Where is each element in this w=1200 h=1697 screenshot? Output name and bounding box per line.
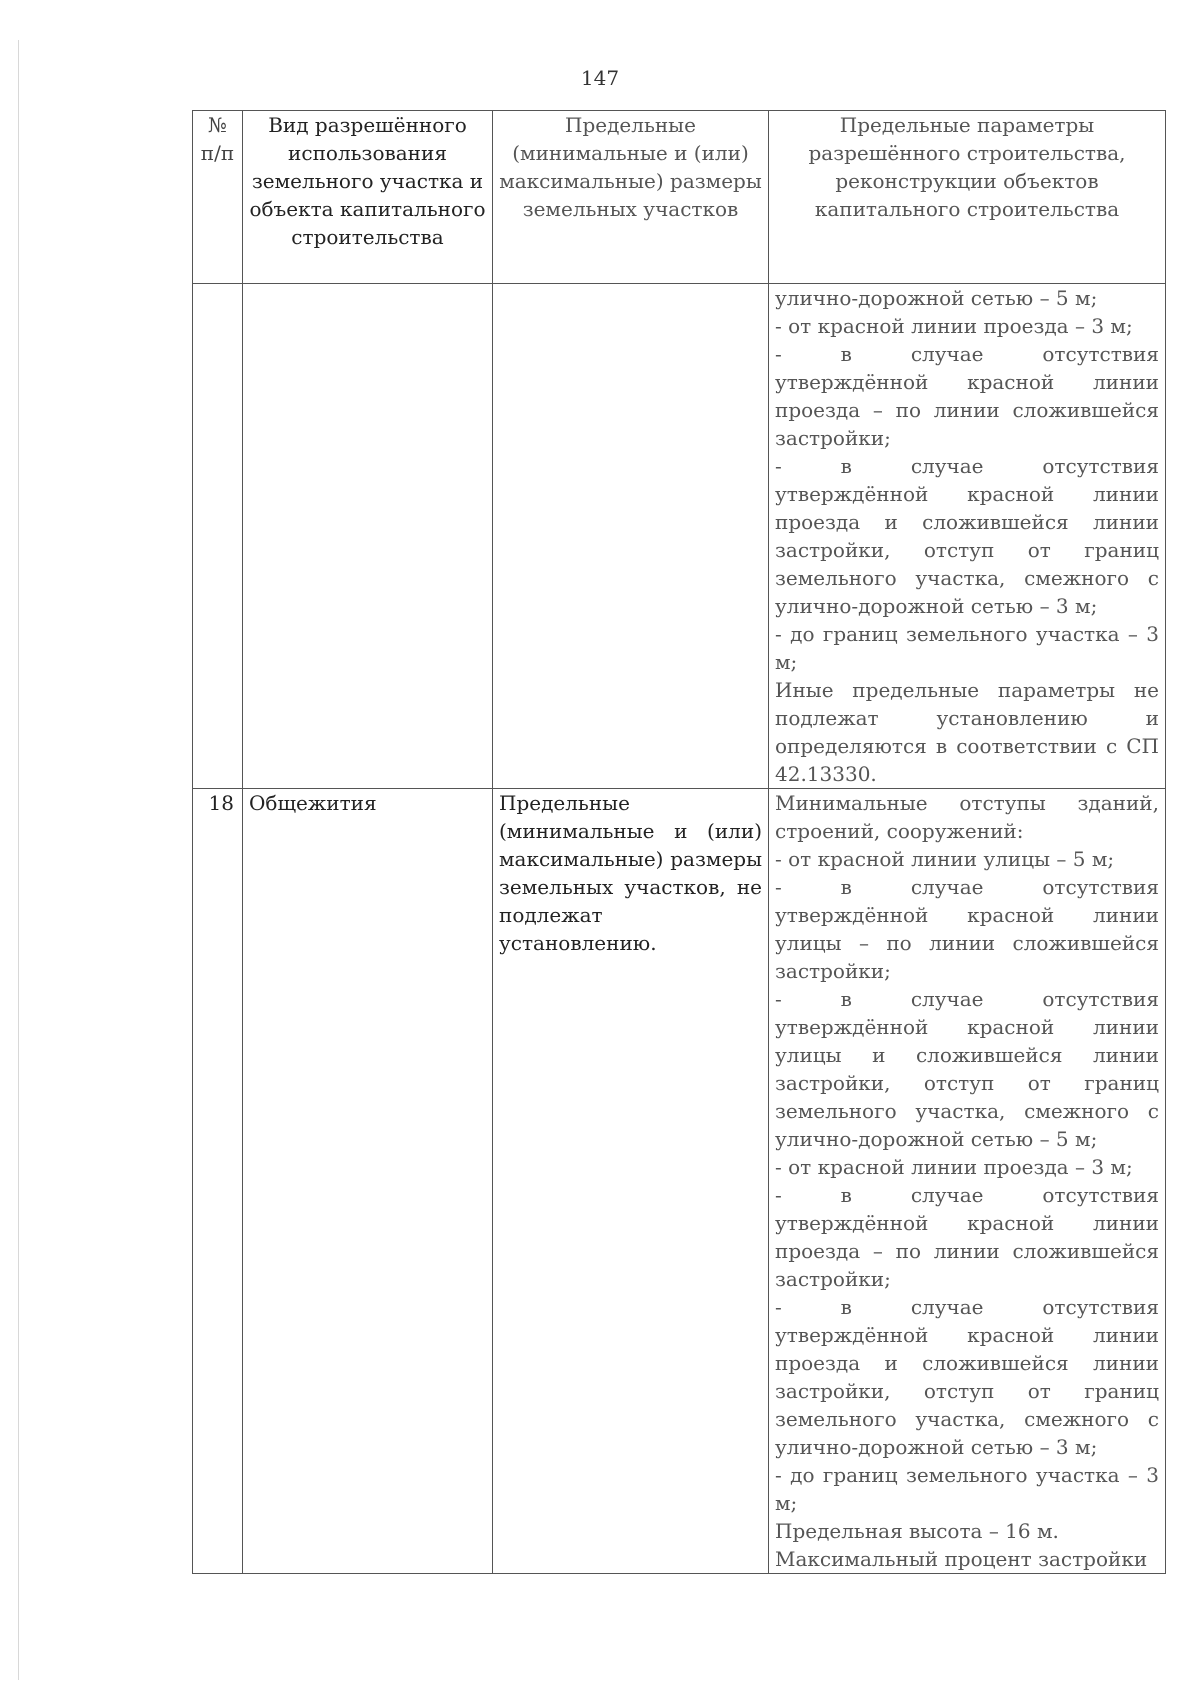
header-plot-size: Предельные (минимальные и (или) максимальные) размеры земельных участков [493,111,769,284]
param-line: Предельная высота – 16 м. [775,1519,1059,1543]
param-line: - от красной линии проезда – 3 м; [775,1155,1133,1179]
scan-edge-line [18,40,19,1680]
cell-use-type [243,284,493,789]
param-line: - до границ земельного участка – 3 м; [775,622,1159,674]
cell-number [193,284,243,789]
cell-plot-size [493,284,769,789]
param-line: - от красной линии проезда – 3 м; [775,314,1133,338]
param-line: - до границ земельного участка – 3 м; [775,1463,1159,1515]
param-line: - в случае отсутствия утверждённой красной линии улицы – по линии сложившейся застройки; [775,875,1159,983]
table-row [193,284,1166,789]
land-use-parameters-table [192,110,1166,1574]
cell-construction-params [769,789,1166,1574]
header-number-abbr: п/п [200,141,235,165]
table-header-row [193,111,1166,284]
param-line: - в случае отсутствия утверждённой красной линии проезда и сложившейся линии застройки, отступ от границ земельного участка, смежного с улично-дорожной сетью – 3 м; [775,454,1159,618]
param-line: Иные предельные параметры не подлежат установлению и определяются в соответствии с СП 42.13330. [775,678,1159,786]
param-line: Максимальный процент застройки [775,1547,1148,1571]
param-line: - от красной линии улицы – 5 м; [775,847,1115,871]
page-number: 147 [580,66,620,90]
cell-use-type: Общежития [243,789,493,1574]
cell-number: 18 [193,789,243,1574]
header-use-type: Вид разрешённого использования земельного участка и объекта капитального строительства [243,111,493,284]
header-number-sign: № [208,113,227,137]
param-line: - в случае отсутствия утверждённой красной линии улицы и сложившейся линии застройки, отступ от границ земельного участка, смежного с улично-дорожной сетью – 5 м; [775,987,1159,1151]
cell-plot-size: Предельные (минимальные и (или) максимальные) размеры земельных участков, не подлежат установлению. [493,789,769,1574]
param-line: улично-дорожной сетью – 5 м; [775,286,1098,310]
cell-construction-params [769,284,1166,789]
param-line: Минимальные отступы зданий, строений, сооружений: [775,791,1159,843]
table-row [193,789,1166,1574]
header-construction-params: Предельные параметры разрешённого строительства, реконструкции объектов капитального строительства [769,111,1166,284]
param-line: - в случае отсутствия утверждённой красной линии проезда – по линии сложившейся застройки; [775,342,1159,450]
param-line: - в случае отсутствия утверждённой красной линии проезда и сложившейся линии застройки, отступ от границ земельного участка, смежного с улично-дорожной сетью – 3 м; [775,1295,1159,1459]
header-number [193,111,243,284]
param-line: - в случае отсутствия утверждённой красной линии проезда – по линии сложившейся застройки; [775,1183,1159,1291]
